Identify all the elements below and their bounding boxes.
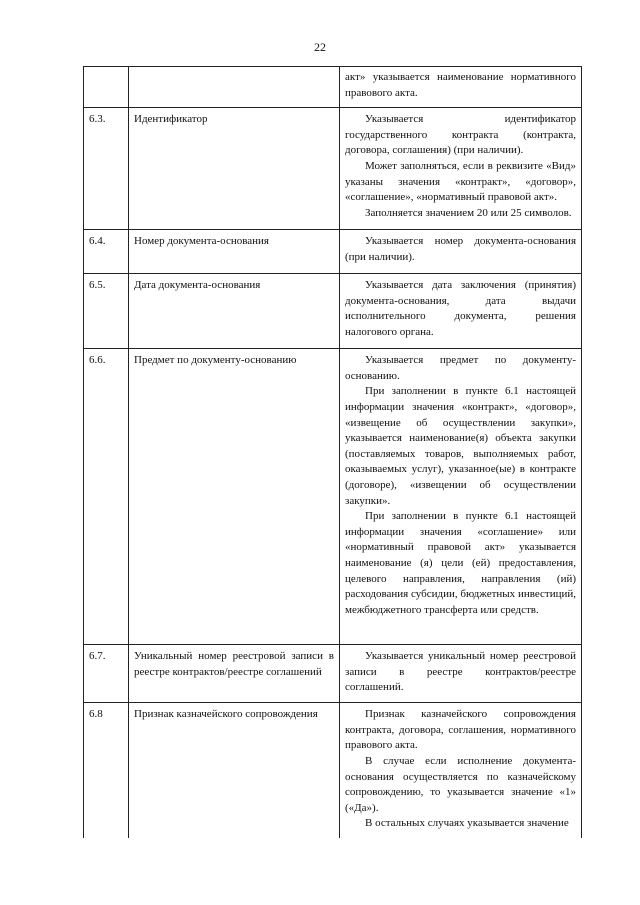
row-name-text: Идентификатор xyxy=(134,113,208,126)
row-name-text: Уникальный номер реестровой записи в реестре контрактов/реестре соглашений xyxy=(134,650,334,678)
row-description xyxy=(340,108,582,230)
row-name xyxy=(129,703,340,838)
row-number: 6.6. xyxy=(84,349,129,645)
row-name-text: Дата документа-основания xyxy=(134,279,261,292)
description-paragraph: При заполнении в пункте 6.1 настоящей информации значения «соглашение» или «нормативный правовой акт» указывается наименование (я) цели (ей) предоставления, целевого направления, направления (ий) расходования субсидии, бюджетных инвестиций, межбюджетного трансферта или средств. xyxy=(345,510,576,616)
table-row xyxy=(84,108,582,230)
requisites-table xyxy=(83,66,582,838)
row-number: 6.7. xyxy=(84,645,129,703)
description-paragraph: Заполняется значением 20 или 25 символов. xyxy=(365,206,572,219)
row-name xyxy=(129,645,340,703)
row-name xyxy=(129,349,340,645)
table-row xyxy=(84,645,582,703)
description-paragraph: Указывается номер документа-основания (при наличии). xyxy=(345,235,576,263)
row-name xyxy=(129,67,340,108)
table-row xyxy=(84,349,582,645)
row-number xyxy=(84,67,129,108)
row-description xyxy=(340,274,582,349)
row-name-text: Предмет по документу-основанию xyxy=(134,354,297,367)
table-row xyxy=(84,67,582,108)
row-name-text: Номер документа-основания xyxy=(134,235,269,248)
row-name xyxy=(129,230,340,274)
description-paragraph: акт» указывается наименование нормативного правового акта. xyxy=(345,71,576,99)
description-paragraph: Может заполняться, если в реквизите «Вид» указаны значения «контракт», «договор», «соглашение», «нормативный правовой акт». xyxy=(345,159,576,204)
description-paragraph: Признак казначейского сопровождения контракта, договора, соглашения, нормативного правового акта. xyxy=(345,708,576,752)
table-row xyxy=(84,230,582,274)
description-paragraph: Указывается предмет по документу-основанию. xyxy=(345,354,576,382)
row-description xyxy=(340,645,582,703)
description-paragraph: При заполнении в пункте 6.1 настоящей информации значения «контракт», «договор», «извещение об осуществлении закупки», указывается наименование(я) объекта закупки (поставляемых товаров, выполняемых работ, оказываемых услуг), указанное(ые) в контракте (договоре), «извещении об осуществлении закупки». xyxy=(345,385,576,507)
row-name xyxy=(129,274,340,349)
row-number: 6.8 xyxy=(84,703,129,838)
row-number: 6.5. xyxy=(84,274,129,349)
row-description xyxy=(340,230,582,274)
row-number: 6.4. xyxy=(84,230,129,274)
description-paragraph: В остальных случаях указывается значение xyxy=(365,817,569,830)
description-paragraph: Указывается уникальный номер реестровой записи в реестре контрактов/реестре соглашений. xyxy=(345,650,576,694)
table-row xyxy=(84,703,582,838)
row-description xyxy=(340,349,582,645)
description-paragraph: Указывается дата заключения (принятия) документа-основания, дата выдачи исполнительного документа, решения налогового органа. xyxy=(345,279,576,338)
page-number: 22 xyxy=(314,40,326,54)
row-name xyxy=(129,108,340,230)
row-description xyxy=(340,703,582,838)
description-paragraph: Указывается идентификатор государственного контракта (контракта, договора, соглашения) (при наличии). xyxy=(345,113,576,157)
row-number: 6.3. xyxy=(84,108,129,230)
table-row xyxy=(84,274,582,349)
description-paragraph: В случае если исполнение документа-основания осуществляется по казначейскому сопровождению, то указывается значение «1» («Да»). xyxy=(345,754,576,814)
row-name-text: Признак казначейского сопровождения xyxy=(134,708,318,721)
row-description xyxy=(340,67,582,108)
